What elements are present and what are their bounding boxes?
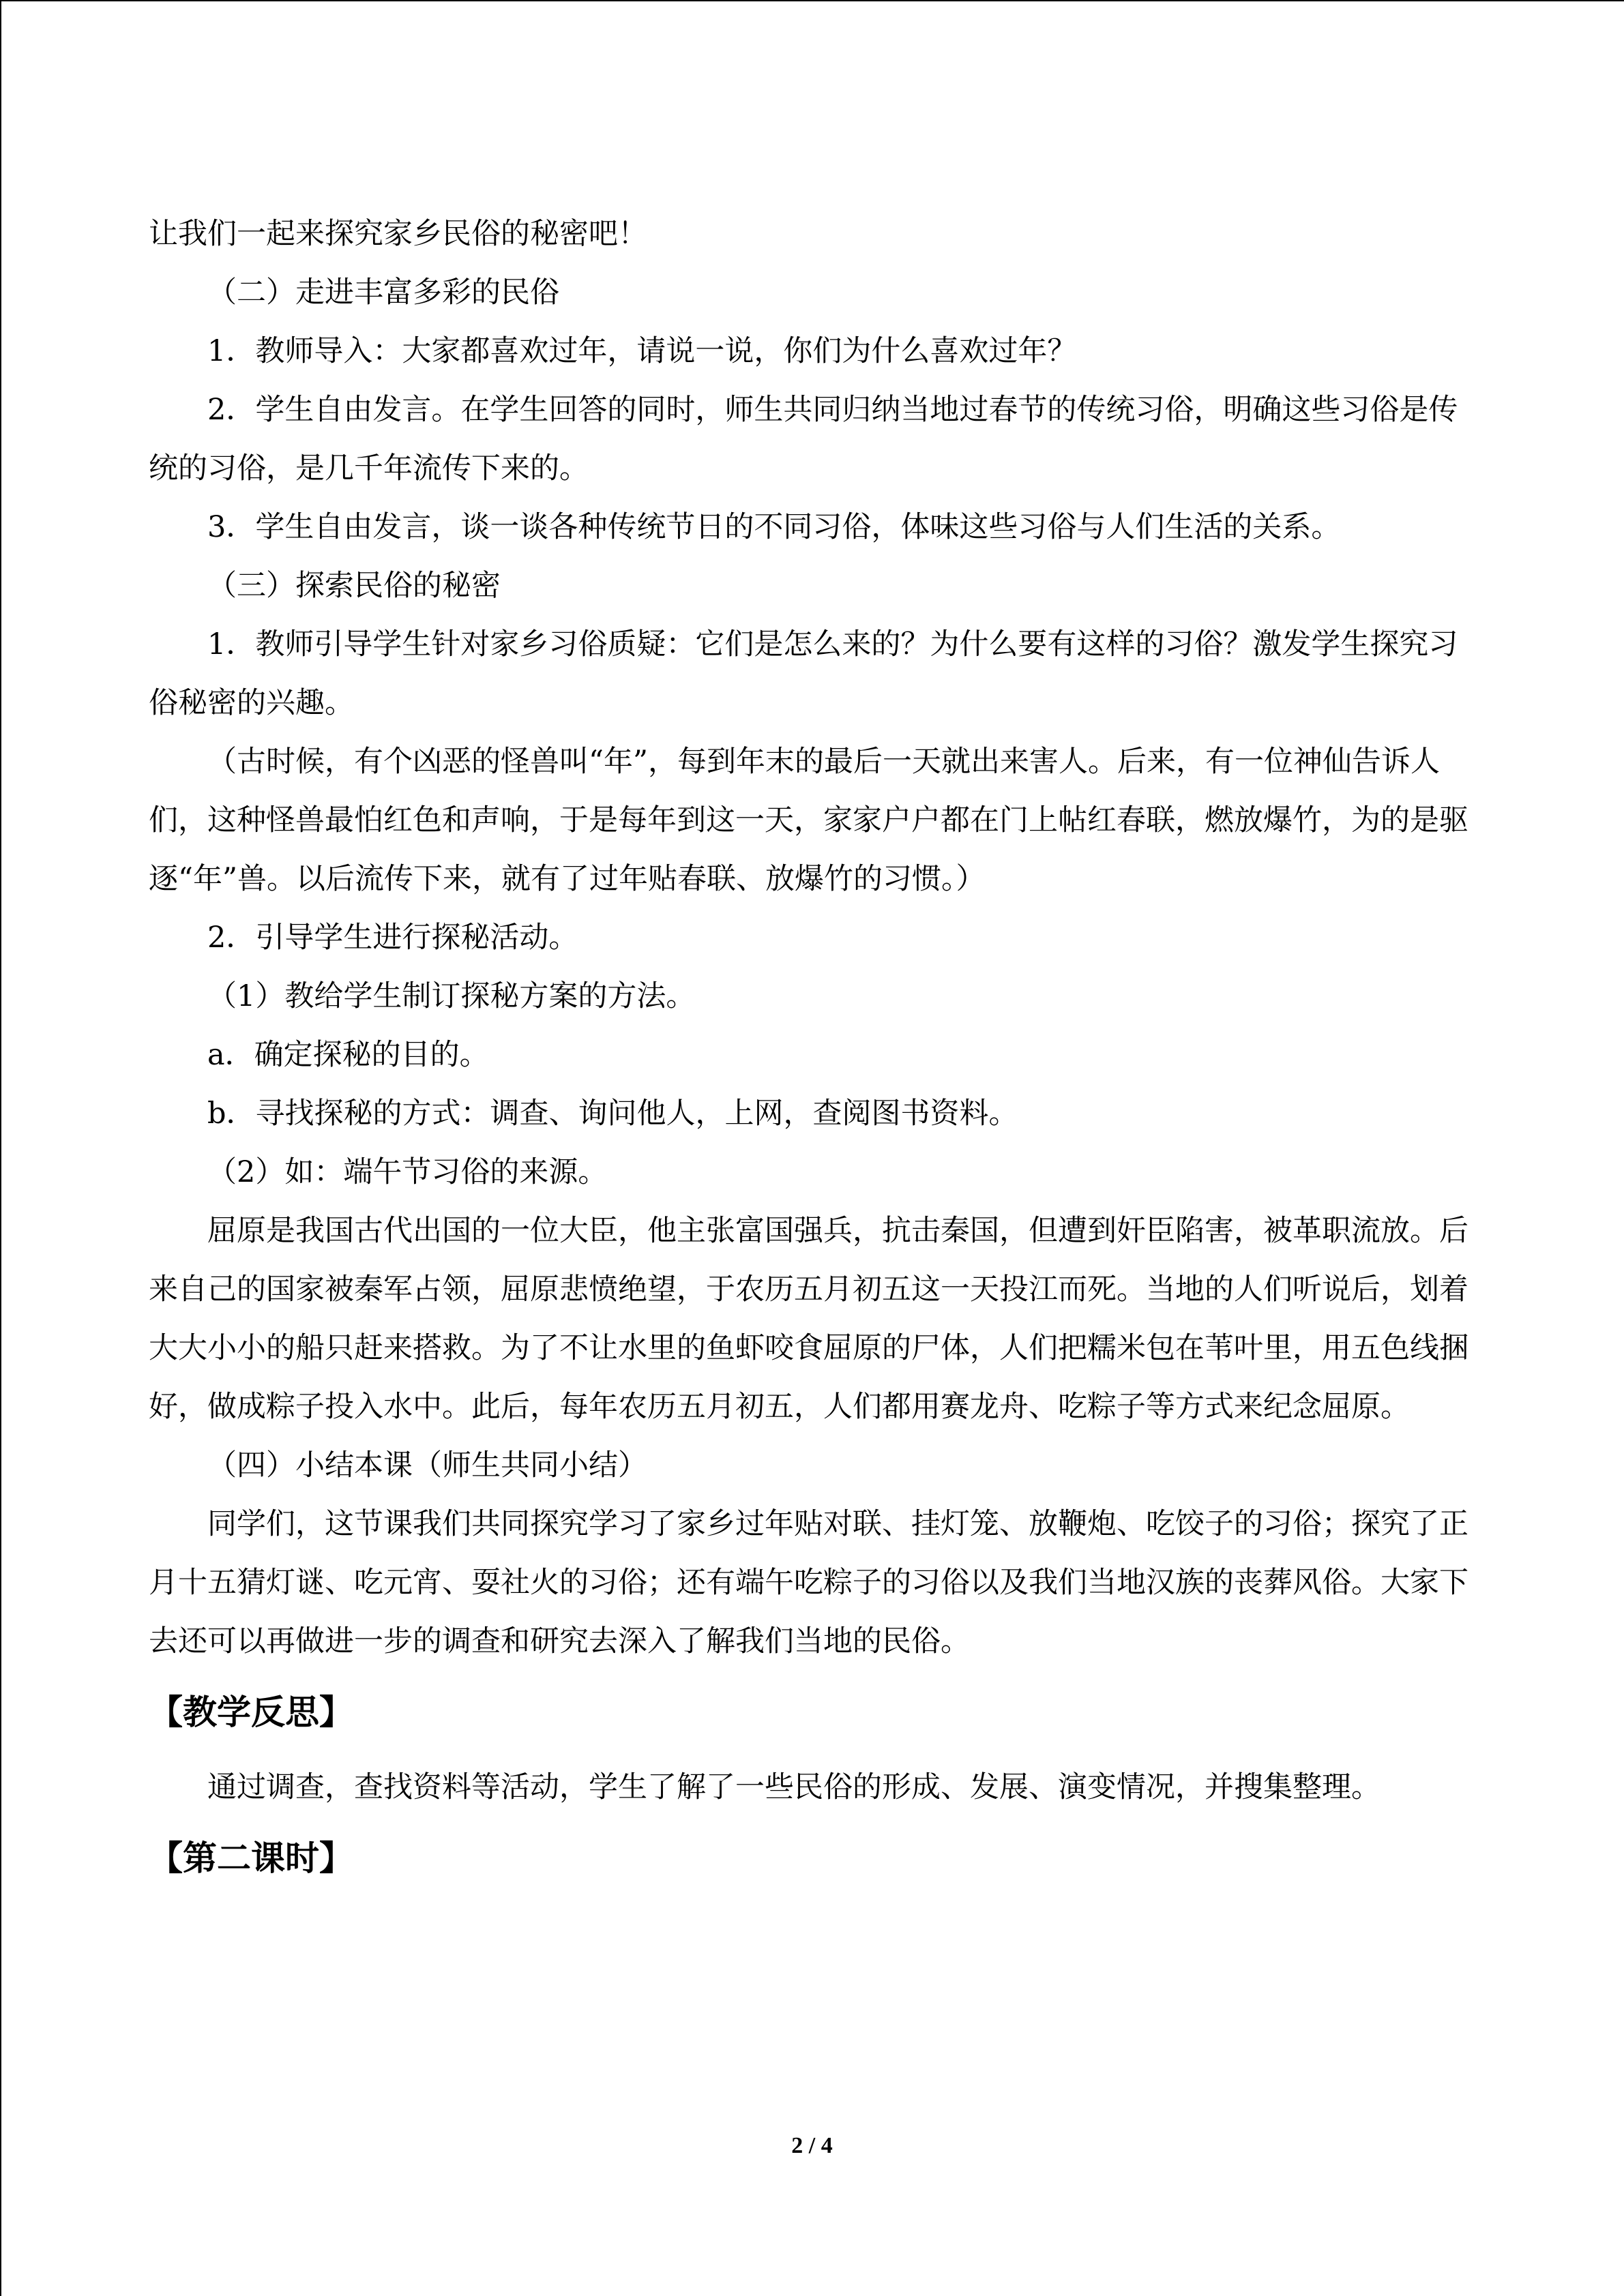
- section-heading-4: （四）小结本课（师生共同小结）: [207, 1448, 647, 1482]
- reflection-heading: 【教学反思】: [149, 1693, 353, 1732]
- paragraph-dragon-boat: （2）如：端午节习俗的来源。: [207, 1155, 608, 1189]
- paragraph-guide-activity: 2．引导学生进行探秘活动。: [207, 921, 578, 955]
- second-lesson-heading: 【第二课时】: [149, 1838, 353, 1878]
- paragraph-teacher-guide: 1．教师引导学生针对家乡习俗质疑：它们是怎么来的？为什么要有这样的习俗？激发学生探究习俗秘密的兴趣。: [149, 627, 1458, 720]
- document-body: [149, 205, 1475, 1904]
- section-heading-2: （二）走进丰富多彩的民俗: [207, 275, 559, 310]
- paragraph-summary: 同学们，这节课我们共同探究学习了家乡过年贴对联、挂灯笼、放鞭炮、吃饺子的习俗；探究了正月十五猜灯谜、吃元宵、耍社火的习俗；还有端午吃粽子的习俗以及我们当地汉族的丧葬风俗。大家下去还可以再做进一步的调查和研究去深入了解我们当地的民俗。: [149, 1507, 1468, 1658]
- paragraph-teacher-intro: 1．教师导入：大家都喜欢过年，请说一说，你们为什么喜欢过年？: [207, 334, 1077, 368]
- paragraph-qu-yuan: 屈原是我国古代出国的一位大臣，他主张富国强兵，抗击秦国，但遭到奸臣陷害，被革职流放。后来自己的国家被秦军占领，屈原悲愤绝望，于农历五月初五这一天投江而死。当地的人们听说后，划着大大小小的船只赶来搭救。为了不让水里的鱼虾咬食屈原的尸体，人们把糯米包在苇叶里，用五色线捆好，做成粽子投入水中。此后，每年农历五月初五，人们都用赛龙舟、吃粽子等方式来纪念屈原。: [149, 1214, 1468, 1424]
- paragraph-student-speak-2: 3．学生自由发言，谈一谈各种传统节日的不同习俗，体味这些习俗与人们生活的关系。: [207, 510, 1341, 544]
- paragraph-plan-method: （1）教给学生制订探秘方案的方法。: [207, 979, 696, 1013]
- paragraph-nian-story: （古时候，有个凶恶的怪兽叫“年”，每到年末的最后一天就出来害人。后来，有一位神仙告诉人们，这种怪兽最怕红色和声响，于是每年到这一天，家家户户都在门上帖红春联，燃放爆竹，为的是驱逐“年”兽。以后流传下来，就有了过年贴春联、放爆竹的习惯。）: [149, 745, 1468, 896]
- reflection-text: 通过调查，查找资料等活动，学生了解了一些民俗的形成、发展、演变情况，并搜集整理。: [207, 1770, 1381, 1804]
- paragraph-item-a: a．确定探秘的目的。: [207, 1038, 489, 1072]
- section-heading-3: （三）探索民俗的秘密: [207, 569, 501, 603]
- paragraph-student-speak-1: 2．学生自由发言。在学生回答的同时，师生共同归纳当地过春节的传统习俗，明确这些习俗是传统的习俗，是几千年流传下来的。: [149, 393, 1458, 486]
- paragraph-intro: 让我们一起来探究家乡民俗的秘密吧！: [149, 217, 647, 251]
- paragraph-item-b: b．寻找探秘的方式：调查、询问他人，上网，查阅图书资料。: [207, 1097, 1018, 1131]
- page-number: 2 / 4: [791, 2133, 833, 2158]
